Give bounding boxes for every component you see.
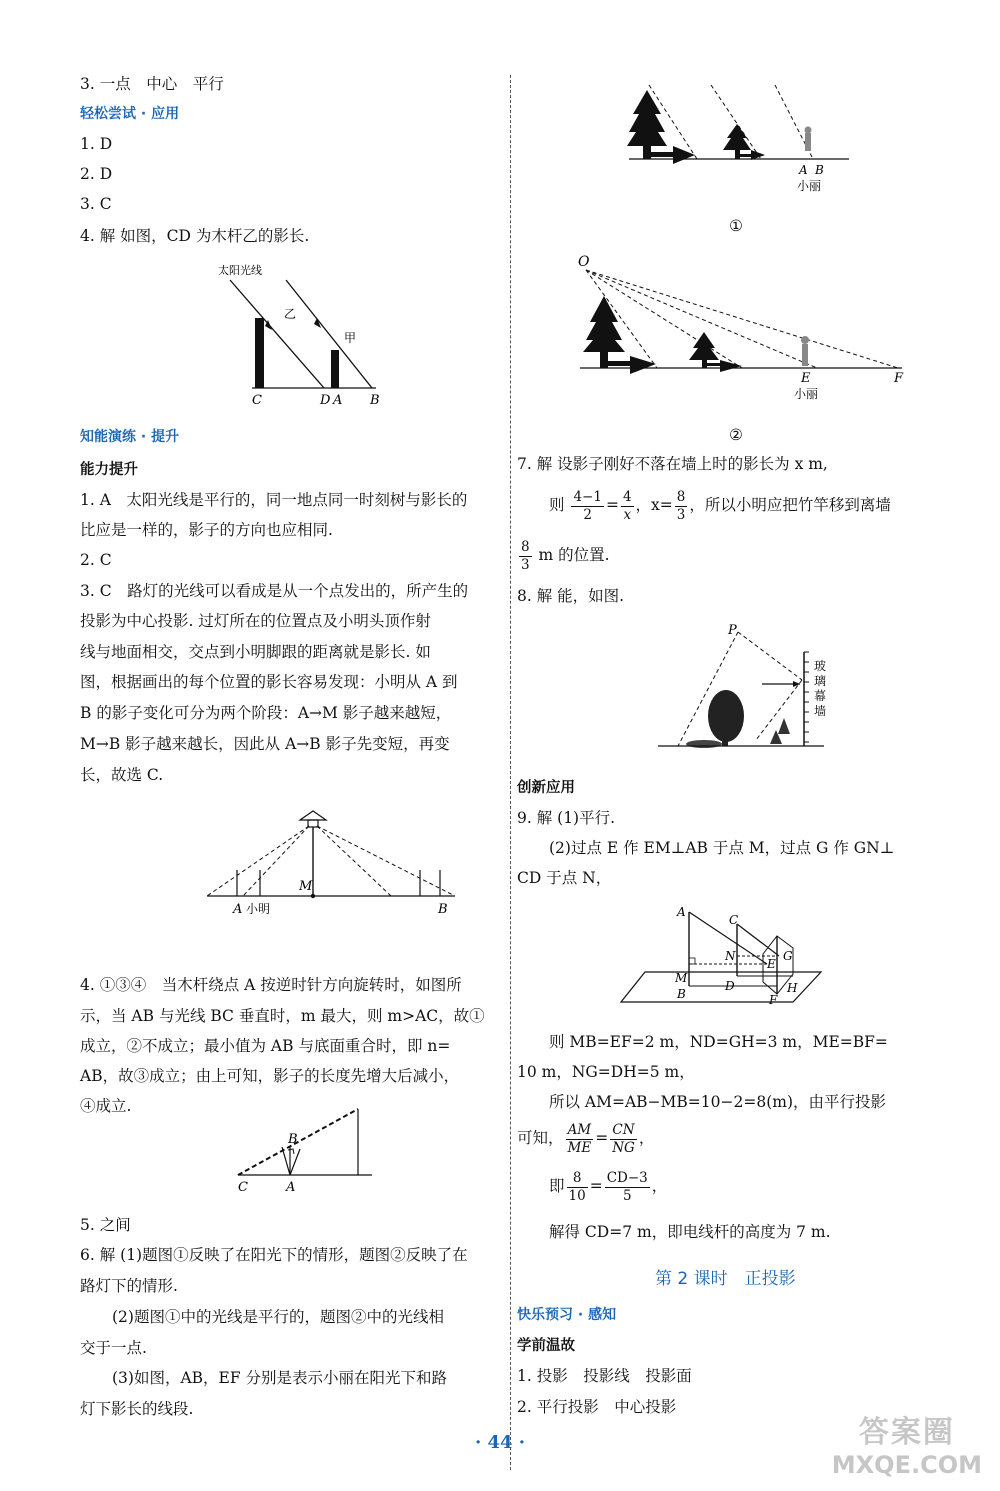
fraction [519, 539, 532, 574]
fraction-denominator: NG [612, 1139, 635, 1156]
answer-line [517, 538, 610, 574]
fraction-numerator: CD−3 [606, 1169, 648, 1186]
figure-label: B [677, 987, 686, 1001]
figure-label: H [787, 981, 798, 995]
figure-label: P [728, 623, 737, 638]
section-heading: 快乐预习 · 感知 [517, 1307, 617, 1323]
figure-label: C [238, 1180, 248, 1195]
figure-label: E [801, 371, 811, 386]
answer-line: 即 $\frac{8}{10}$ = $\frac{CD-3}{5}$ ， [549, 1169, 668, 1204]
figure-label: D [725, 979, 735, 993]
fraction-denominator: 3 [521, 556, 530, 573]
glass-wall-label-char: 墙 [814, 704, 827, 718]
answer-line: 2. D [80, 165, 113, 183]
fraction [675, 489, 688, 524]
figure-label: C [729, 913, 739, 927]
figure-label: 甲 [344, 331, 357, 345]
fraction [605, 1170, 650, 1205]
answer-line: AB，故③成立；由上可知，影子的长度先增大后减小， [80, 1067, 460, 1085]
answer-line: (2)题图①中的光线是平行的，题图②中的光线相 [112, 1308, 444, 1326]
answer-line: 9. 解 (1)平行. [517, 809, 616, 827]
figure-label: A [799, 163, 808, 177]
fraction-denominator: 3 [676, 506, 686, 523]
fraction-denominator: ME [567, 1139, 592, 1156]
answer-line: (2)过点 E 作 EM⊥AB 于点 M，过点 G 作 GN⊥ [549, 839, 895, 857]
text-fragment: ， [651, 1177, 668, 1195]
figure-label: 太阳光线 [218, 264, 262, 277]
figure-label: F [894, 371, 904, 386]
answer-line: 3. C 路灯的光线可以看成是从一个点发出的，所产生的 [80, 582, 469, 600]
fraction-denominator: 2 [583, 506, 592, 523]
figure-caption: ② [729, 426, 743, 444]
fraction-numerator: AM [566, 1122, 594, 1140]
lesson-title: 第 2 课时 正投影 [655, 1269, 796, 1289]
pole-shadow-figure [210, 258, 400, 408]
subsection-heading: 创新应用 [517, 780, 575, 796]
fraction-numerator: CN [610, 1122, 637, 1140]
answer-line: 3. 一点 中心 平行 [80, 75, 224, 93]
figure-label: B [288, 1132, 298, 1147]
answer-line: CD 于点 N， [517, 869, 612, 887]
subsection-heading: 学前温故 [517, 1338, 575, 1354]
figure-label: M [675, 971, 688, 985]
answer-line: 3. C [80, 195, 112, 213]
figure-label: E [767, 957, 776, 971]
answer-line: 1. D [80, 135, 113, 153]
sunlight-shadow-figure [627, 80, 867, 205]
figure-label: F [769, 993, 778, 1007]
answer-line: 10 m，NG=DH=5 m， [517, 1063, 695, 1081]
answer-line: 8. 解 能，如图. [517, 587, 625, 605]
watermark [832, 1407, 982, 1479]
figure-label: G [783, 949, 793, 963]
fraction-denominator: 10 [568, 1187, 586, 1204]
figure-caption: ① [729, 217, 743, 235]
glass-wall-label-char: 幕 [814, 689, 827, 703]
answer-line: 1. A 太阳光线是平行的，同一地点同一时刻树与影长的 [80, 491, 468, 509]
answer-line: 示，当 AB 与光线 BC 垂直时，m 最大，则 m>AC，故① [80, 1007, 485, 1025]
answer-line: 比应是一样的，影子的方向也应相同. [80, 521, 333, 539]
page-number: · 44 · [474, 1432, 526, 1453]
glass-wall-label: 玻 [814, 659, 827, 673]
fraction-denominator: 5 [622, 1187, 632, 1204]
text-fragment: 则 [549, 496, 565, 514]
answer-line: 长，故选 C. [80, 766, 164, 784]
fraction [621, 489, 634, 524]
answer-line: 可知， $\frac{AM}{ME}$ = $\frac{CN}{NG}$ ， [517, 1121, 655, 1156]
figure-label: M [299, 879, 313, 894]
figure-label: B [438, 902, 448, 917]
fraction [571, 489, 604, 524]
answer-line: B 的影子变化可分为两个阶段：A→M 影子越来越短， [80, 704, 452, 722]
fraction [567, 1170, 588, 1205]
text-fragment: ，所以小明应把竹竿移到离墙 [689, 496, 891, 514]
text-fragment: 即 [549, 1177, 565, 1195]
answer-line: 4. ①③④ 当木杆绕点 A 按逆时针方向旋转时，如图所 [80, 976, 462, 994]
answer-line: 2. 平行投影 中心投影 [517, 1398, 677, 1416]
watermark-text: 答案圈 [858, 1415, 955, 1450]
answer-line: 所以 AM=AB−MB=10−2=8(m)，由平行投影 [549, 1093, 887, 1111]
answer-line: (3)如图，AB，EF 分别是表示小丽在阳光下和路 [112, 1369, 448, 1387]
answer-line: M→B 影子越来越长，因此从 A→B 影子先变短，再变 [80, 735, 450, 753]
figure-label: 小丽 [797, 179, 822, 193]
figure-label: A [333, 393, 343, 408]
rotating-pole-figure [230, 1105, 380, 1195]
text-fragment: ， [638, 1129, 655, 1147]
fraction [566, 1122, 594, 1157]
figure-label [814, 658, 830, 718]
answer-line: 2. C [80, 551, 112, 569]
answer-line: 4. 解 如图，CD 为木杆乙的影长. [80, 227, 310, 245]
street-lamp-figure [205, 810, 485, 925]
text-fragment: ，x= [635, 496, 673, 514]
answer-line: 交于一点. [80, 1339, 147, 1357]
figure-label: O [578, 254, 590, 270]
fraction [610, 1122, 637, 1157]
watermark-url: MXQE.COM [831, 1451, 982, 1479]
answer-line: 5. 之间 [80, 1216, 131, 1234]
figure-label: 小明 [246, 902, 271, 916]
figure-label: D [320, 393, 331, 408]
text-fragment: 可知， [517, 1129, 564, 1147]
answer-line: 解得 CD=7 m，即电线杆的高度为 7 m. [549, 1223, 831, 1241]
column-divider [510, 75, 511, 1470]
answer-line: 路灯下的情形. [80, 1277, 178, 1295]
figure-label: A [286, 1180, 296, 1195]
figure-label: B [370, 393, 380, 408]
answer-line: 图，根据画出的每个位置的影长容易发现：小明从 A 到 [80, 673, 458, 691]
fraction-numerator: 4−1 [573, 488, 602, 505]
lamp-shadow-figure [572, 252, 912, 402]
figure-label: 小丽 [794, 387, 819, 401]
glass-wall-figure [652, 622, 832, 757]
figure-label: A [233, 902, 243, 917]
fraction-numerator: 8 [567, 1170, 588, 1188]
fraction-numerator: 8 [521, 538, 530, 555]
parallel-projection-figure [617, 902, 857, 1012]
fraction-denominator: x [623, 506, 632, 523]
figure-label: C [252, 393, 262, 408]
answer-line: ④成立. [80, 1097, 132, 1115]
answer-line: 成立，②不成立；最小值为 AB 与底面重合时，即 n= [80, 1037, 451, 1055]
answer-line: 6. 解 (1)题图①反映了在阳光下的情形，题图②反映了在 [80, 1246, 468, 1264]
figure-label: B [815, 163, 824, 177]
figure-label: A [677, 905, 686, 919]
answer-line: 1. 投影 投影线 投影面 [517, 1367, 692, 1385]
text-fragment: m 的位置. [538, 546, 610, 564]
answer-line: 灯下影长的线段. [80, 1400, 194, 1418]
answer-line: 则 $\frac{4-1}{2}$ = $\frac{4}{x}$ ，x= $\frac{8}{3}$ ，所以小明应把竹竿移到离墙 [549, 488, 891, 523]
glass-wall-label-char: 璃 [814, 674, 827, 688]
section-heading: 轻松尝试 · 应用 [80, 106, 180, 122]
fraction-numerator: 8 [676, 488, 686, 505]
figure-label: N [725, 949, 736, 963]
section-heading: 知能演练 · 提升 [80, 429, 180, 445]
fraction-numerator: 4 [622, 488, 632, 505]
subsection-heading: 能力提升 [80, 462, 138, 478]
answer-line: 7. 解 设影子刚好不落在墙上时的影长为 x m, [517, 455, 828, 473]
answer-line: 线与地面相交，交点到小明脚跟的距离就是影长. 如 [80, 643, 431, 661]
figure-label: 乙 [284, 307, 297, 321]
answer-line: 投影为中心投影. 过灯所在的位置点及小明头顶作射 [80, 612, 431, 630]
answer-line: 则 MB=EF=2 m，ND=GH=3 m，ME=BF= [549, 1033, 888, 1051]
